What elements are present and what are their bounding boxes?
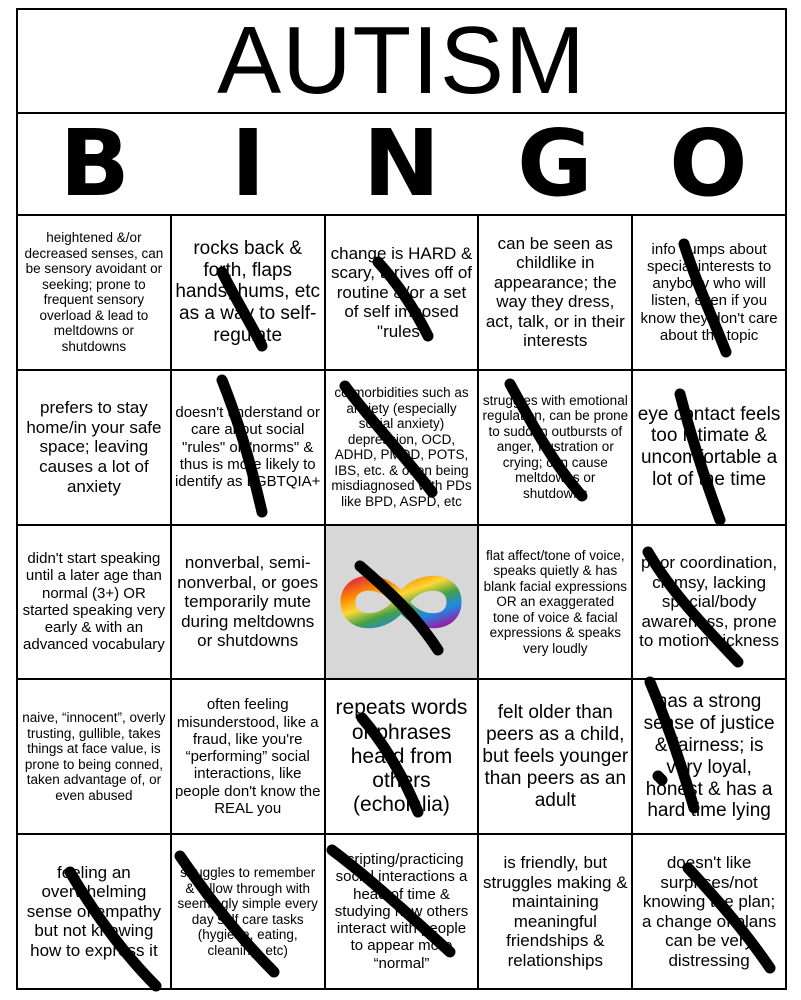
bingo-cell: co-morbidities such as anxiety (especially social anxiety) depression, OCD, ADHD, PMDD, POTS, IBS, etc. & often being misdiagnosed with PDs like BPD, ASPD, etc: [326, 371, 480, 526]
bingo-letter-o: O: [669, 110, 748, 217]
bingo-cell: has a strong sense of justice & fairness; is very loyal, honest & has a hard time lying: [633, 680, 787, 835]
bingo-cell: eye contact feels too intimate & uncomfortable a lot of the time: [633, 371, 787, 526]
bingo-cell: naive, “innocent”, overly trusting, gullible, takes things at face value, is prone to being conned, taken advantage of, or even abused: [18, 680, 172, 835]
bingo-cell: doesn't like surprises/not knowing the plan; a change of plans can be very distressing: [633, 835, 787, 990]
bingo-letter-i: I: [230, 110, 266, 217]
bingo-cell: nonverbal, semi-nonverbal, or goes temporarily mute during meltdowns or shutdowns: [172, 526, 326, 681]
bingo-cell: felt older than peers as a child, but feels younger than peers as an adult: [479, 680, 633, 835]
bingo-card: [16, 8, 787, 990]
title-banner: [16, 8, 787, 114]
bingo-cell: is friendly, but struggles making & maintaining meaningful friendships & relationships: [479, 835, 633, 990]
bingo-cell: scripting/practicing social interactions a head of time & studying how others interact with people to appear more “normal”: [326, 835, 480, 990]
bingo-cell: rocks back & forth, flaps hands, hums, etc as a way to self-regulate: [172, 216, 326, 371]
bingo-cell: prefers to stay home/in your safe space; leaving causes a lot of anxiety: [18, 371, 172, 526]
bingo-cell: didn't start speaking until a later age than normal (3+) OR started speaking very early & with an advanced vocabulary: [18, 526, 172, 681]
bingo-letter-b: B: [59, 110, 130, 217]
bingo-cell: feeling an overwhelming sense of empathy but not knowing how to express it: [18, 835, 172, 990]
bingo-grid: [16, 214, 787, 990]
bingo-cell: can be seen as childlike in appearance; the way they dress, act, talk, or in their interests: [479, 216, 633, 371]
bingo-cell: repeats words or phrases heard from others (echolalia): [326, 680, 480, 835]
bingo-cell: change is HARD & scary, thrives off of routine &/or a set of self imposed "rules": [326, 216, 480, 371]
bingo-cell: doesn't understand or care about social "rules" or "norms" & thus is more likely to identify as LGBTQIA+: [172, 371, 326, 526]
card-title: AUTISM: [217, 7, 586, 114]
rainbow-infinity-icon: [336, 559, 466, 645]
bingo-cell: poor coordination, clumsy, lacking spacial/body awareness, prone to motion sickness: [633, 526, 787, 681]
bingo-cell: heightened &/or decreased senses, can be sensory avoidant or seeking; prone to frequent sensory overload & lead to meltdowns or shutdowns: [18, 216, 172, 371]
bingo-header: [16, 112, 787, 216]
bingo-cell: struggles to remember & follow through with seemingly simple every day self care tasks (hygiene, eating, cleaning, etc): [172, 835, 326, 990]
free-space: [326, 526, 480, 681]
bingo-letter-g: G: [517, 110, 593, 217]
bingo-cell: info dumps about special interests to anybody who will listen, even if you know they don't care about the topic: [633, 216, 787, 371]
bingo-cell: flat affect/tone of voice, speaks quietly & has blank facial expressions OR an exaggerated tone of voice & facial expressions & speaks very loudly: [479, 526, 633, 681]
bingo-letter-n: N: [363, 110, 441, 217]
bingo-cell: often feeling misunderstood, like a fraud, like you're “performing” social interactions, like people don't know the REAL you: [172, 680, 326, 835]
bingo-cell: struggles with emotional regulation, can be prone to sudden outbursts of anger, frustration or crying; can cause meltdowns or shutdowns: [479, 371, 633, 526]
